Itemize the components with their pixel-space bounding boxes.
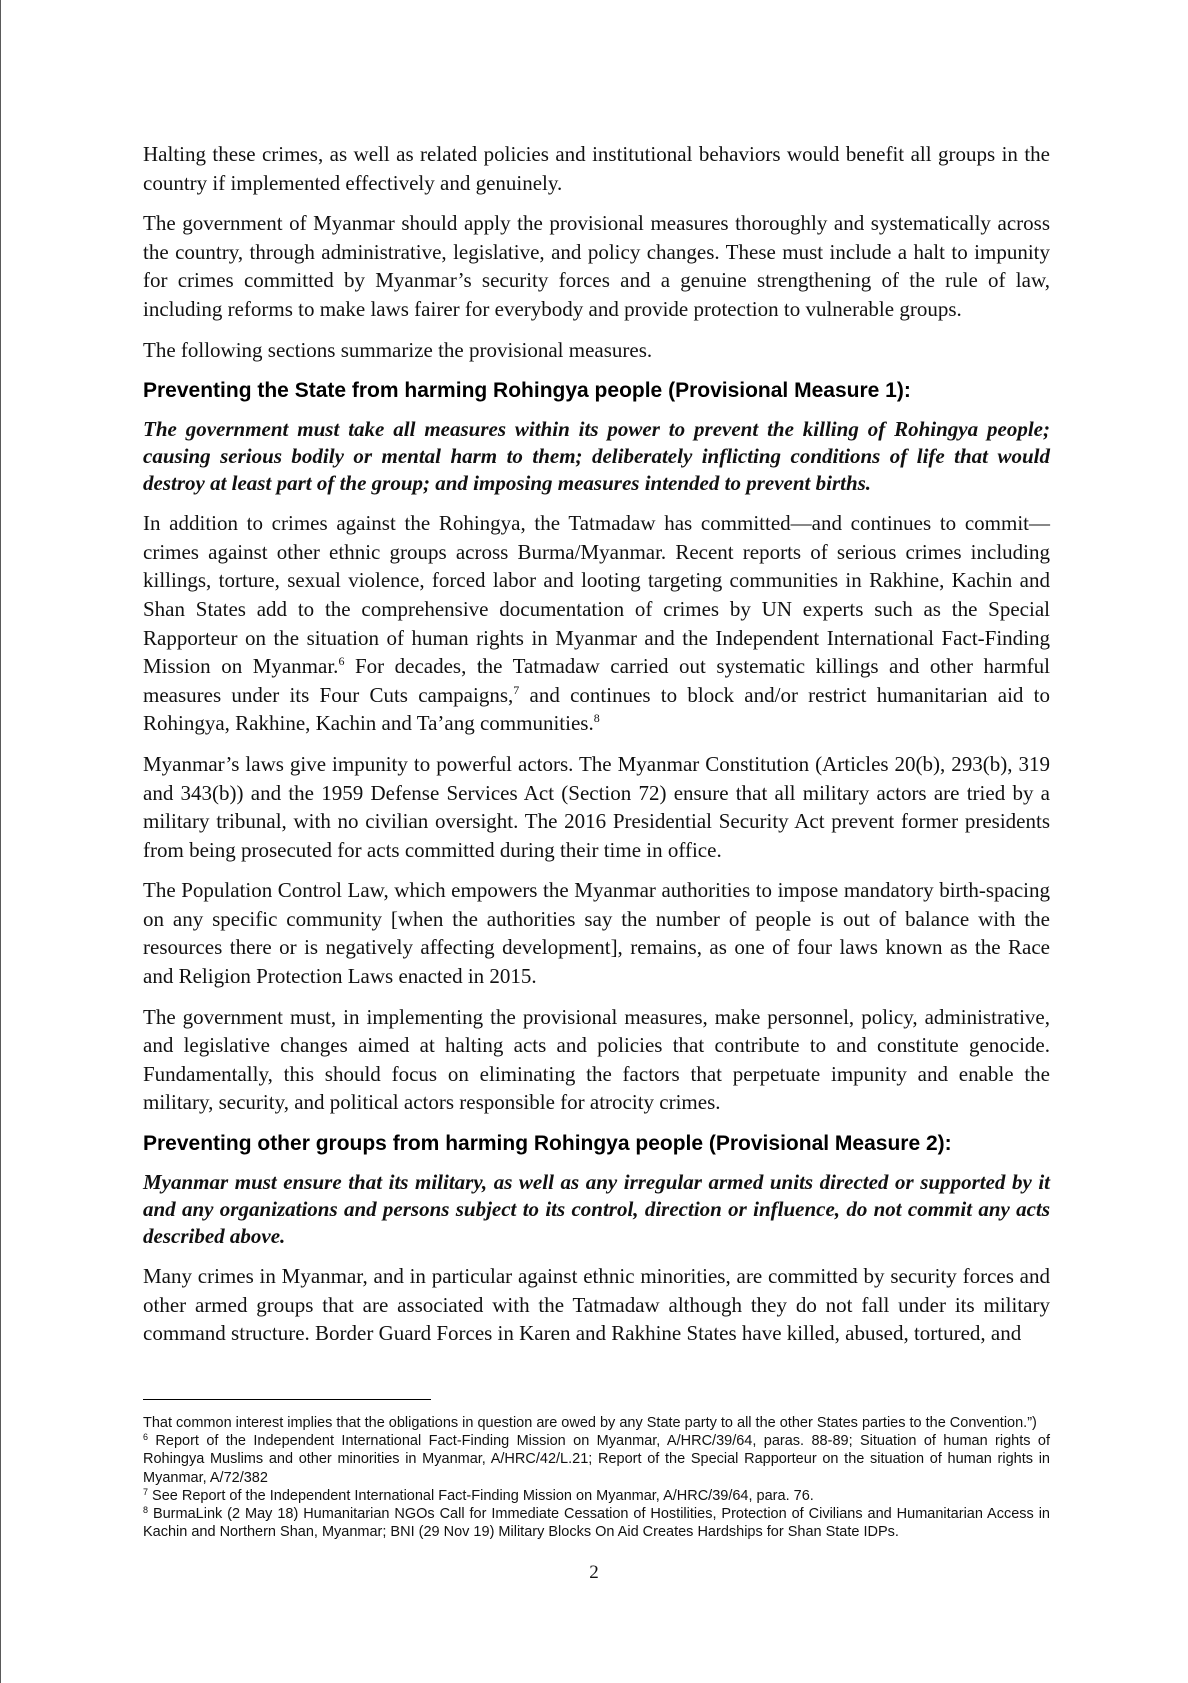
section1-paragraph-1 [143,509,1050,738]
footnote-text: See Report of the Independent International Fact-Finding Mission on Myanmar, A/HRC/39/64, para. 76. [148,1487,814,1504]
section1-paragraph-1-part-b: For decades, the Tatmadaw carried out systematic killings and other harmful measures under its Four Cuts campaigns, [143,654,1051,707]
footnote-separator [143,1399,431,1400]
section1-paragraph-2: Myanmar’s laws give impunity to powerful actors. The Myanmar Constitution (Articles 20(b), 293(b), 319 and 343(b)) and the 1959 Defense Services Act (Section 72) ensure that all military actors are tried by a military tribunal, with no civilian oversight. The 2016 Presidential Security Act prevent former presidents from being prosecuted for acts committed during their time in office. [143,751,1050,862]
footnote-ref-7[interactable]: 7 [513,682,520,697]
footnote-text: BurmaLink (2 May 18) Humanitarian NGOs Call for Immediate Cessation of Hostilities, Protection of Civilians and Humanitarian Access in Kachin and Northern Shan, Myanmar; BNI (29 Nov 19) Military Blocks On Aid Creates Hardships for Shan State IDPs. [143,1506,1050,1541]
section-heading-measure-1: Preventing the State from harming Rohingya people (Provisional Measure 1): [143,379,911,403]
footnote-8 [143,1505,1050,1541]
page-body [143,140,1050,1360]
section1-paragraph-1-part-c: and continues to block and/or restrict humanitarian aid to Rohingya, Rakhine, Kachin and Ta’ang communities. [143,682,1051,736]
provisional-measure-2-text: Myanmar must ensure that its military, as well as any irregular armed units directed or supported by it and any organizations and persons subject to its control, direction or influence, do not commit any acts described above. [143,1170,1050,1249]
section-heading-measure-2: Preventing other groups from harming Rohingya people (Provisional Measure 2): [143,1132,952,1156]
intro-paragraph-3: The following sections summarize the provisional measures. [143,337,653,362]
section1-paragraph-4: The government must, in implementing the provisional measures, make personnel, policy, administrative, and legislative changes aimed at halting acts and policies that contribute to and constitute genocide. Fundamentally, this should focus on eliminating the factors that perpetuate impunity and enable the military, security, and political actors responsible for atrocity crimes. [143,1004,1050,1115]
footnote-6 [143,1432,1050,1487]
intro-paragraph-1: Halting these crimes, as well as related policies and institutional behaviors would benefit all groups in the country if implemented effectively and genuinely. [143,142,1050,195]
footnote-text: Report of the Independent International Fact-Finding Mission on Myanmar, A/HRC/39/64, paras. 88-89; Situation of human rights of Rohingya Muslims and other minorities in Myanmar, A/HRC/42/L.21; Report of the Special Rapporteur on the situation of human rights in Myanmar, A/72/382 [143,1433,1050,1486]
footnotes [143,1399,1050,1541]
section2-paragraph-1: Many crimes in Myanmar, and in particular against ethnic minorities, are committed by security forces and other armed groups that are associated with the Tatmadaw although they do not fall under its military command structure. Border Guard Forces in Karen and Rakhine States have killed, abused, tortured, and [143,1264,1050,1346]
provisional-measure-1-text: The government must take all measures within its power to prevent the killing of Rohingya people; causing serious bodily or mental harm to them; deliberately inflicting conditions of life that would destroy at least part of the group; and imposing measures intended to prevent births. [143,417,1050,496]
footnote-ref-6[interactable]: 6 [338,654,345,669]
footnote-number: 6 [143,1432,149,1443]
footnote-number: 8 [143,1505,149,1516]
footnote-number: 7 [143,1486,149,1497]
page-number: 2 [589,1562,599,1583]
footnote-7 [143,1487,1050,1505]
section1-paragraph-3: The Population Control Law, which empowers the Myanmar authorities to impose mandatory birth-spacing on any specific community [when the authorities say the number of people is out of balance with the resources there or is negatively affecting development], remains, as one of four laws known as the Race and Religion Protection Laws enacted in 2015. [143,878,1050,989]
footnote-ref-8[interactable]: 8 [593,711,600,726]
section1-paragraph-1-part-a: In addition to crimes against the Rohingya, the Tatmadaw has committed—and continues to commit—crimes against other ethnic groups across Burma/Myanmar. Recent reports of serious crimes including killings, torture, sexual violence, forced labor and looting targeting communities in Rakhine, Kachin and Shan States add to the comprehensive documentation of crimes by UN experts such as the Special Rapporteur on the situation of human rights in Myanmar and the Independent International Fact-Finding Mission on Myanmar. [143,511,1050,679]
intro-paragraph-2: The government of Myanmar should apply the provisional measures thoroughly and systematically across the country, through administrative, legislative, and policy changes. These must include a halt to impunity for crimes committed by Myanmar’s security forces and a genuine strengthening of the rule of law, including reforms to make laws fairer for everybody and provide protection to vulnerable groups. [143,211,1050,321]
footnote-continued: That common interest implies that the obligations in question are owed by any State party to all the other States parties to the Convention.”) [143,1415,1037,1431]
page-left-border [0,0,1,1683]
